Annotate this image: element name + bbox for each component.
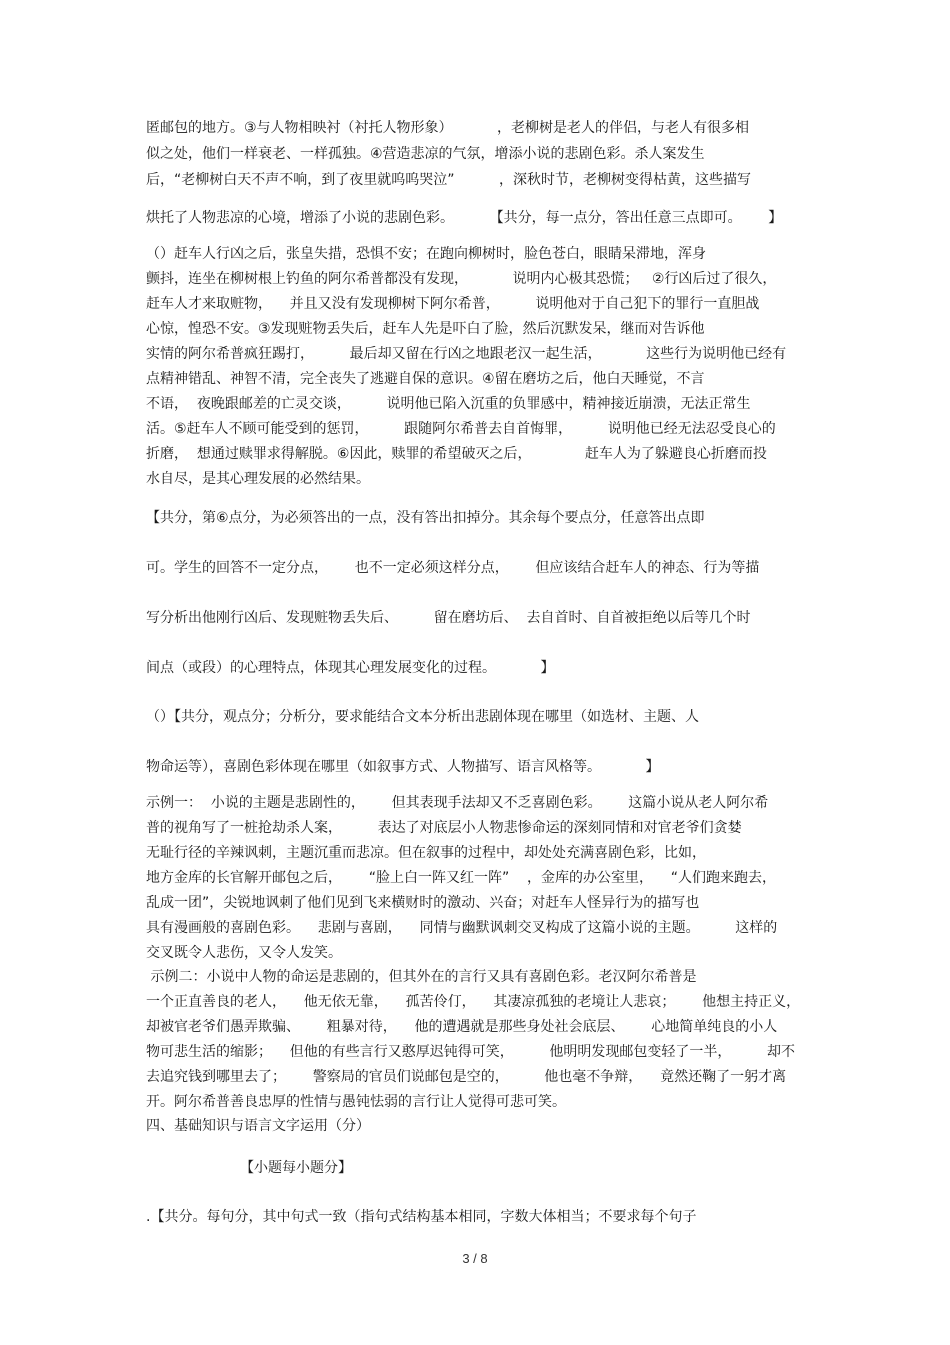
text-line: 物可悲生活的缩影； 但他的有些言行又憨厚迟钝得可笑， 他明明发现邮包变轻了一半， 却不 bbox=[146, 1044, 796, 1060]
text-line: 颤抖，连坐在柳树根上钓鱼的阿尔希普都没有发现， 说明内心极其恐慌； ②行凶后过了很久， bbox=[146, 271, 777, 287]
text-line: 水自尽，是其心理发展的必然结果。 bbox=[146, 471, 370, 487]
text-line: 点精神错乱、神智不清，完全丧失了逃避自保的意识。④留在磨坊之后，他白天睡觉，不言 bbox=[146, 371, 705, 387]
text-line: 乱成一团”，尖锐地讽刺了他们见到飞来横财时的激动、兴奋；对赶车人怪异行为的描写也 bbox=[146, 895, 700, 911]
subheading: 【小题每小题分】 bbox=[240, 1160, 352, 1176]
text-line: 示例二：小说中人物的命运是悲剧的，但其外在的言行又具有喜剧色彩。老汉阿尔希普是 bbox=[146, 969, 697, 985]
text-line: 间点（或段）的心理特点，体现其心理发展变化的过程。 】 bbox=[146, 660, 555, 676]
text-line: 后，“老柳树白天不声不响，到了夜里就呜呜哭泣” ，深秋时节，老柳树变得枯黄，这些描写 bbox=[146, 172, 752, 188]
text-line: 具有漫画般的喜剧色彩。 悲剧与喜剧， 同情与幽默讽刺交叉构成了这篇小说的主题。 这样的 bbox=[146, 920, 778, 936]
text-line: 赶车人才来取赃物， 并且又没有发现柳树下阿尔希普， 说明他对于自己犯下的罪行一直胆战 bbox=[146, 296, 760, 312]
text-line: 折磨， 想通过赎罪求得解脱。⑥因此，赎罪的希望破灭之后， 赶车人为了躲避良心折磨而投 bbox=[146, 446, 767, 462]
text-line: .【共分。每句分，其中句式一致（指句式结构基本相同，字数大体相当；不要求每个句子 bbox=[146, 1209, 697, 1225]
text-line: 匿邮包的地方。③与人物相映衬（衬托人物形象） ，老柳树是老人的伴侣，与老人有很多相 bbox=[146, 120, 750, 136]
text-line: 普的视角写了一桩抢劫杀人案， 表达了对底层小人物悲惨命运的深刻同情和对官老爷们贪婪 bbox=[146, 820, 742, 836]
text-line: 【共分，第⑥点分，为必须答出的一点，没有答出扣掉分。其余每个要点分，任意答出点即 bbox=[146, 510, 705, 526]
text-line: 活。⑤赶车人不顾可能受到的惩罚， 跟随阿尔希普去自首悔罪， 说明他已经无法忍受良心的 bbox=[146, 421, 776, 437]
text-line: （）赶车人行凶之后，张皇失措，恐惧不安；在跑向柳树时，脸色苍白，眼睛呆滞地，浑身 bbox=[146, 246, 706, 262]
text-line: 烘托了人物悲凉的心境，增添了小说的悲剧色彩。 【共分，每一点分，答出任意三点即可。 】 bbox=[146, 210, 783, 226]
text-line: 示例一： 小说的主题是悲剧性的， 但其表现手法却又不乏喜剧色彩。 这篇小说从老人阿尔希 bbox=[146, 795, 769, 811]
section-heading: 四、基础知识与语言文字运用（分） bbox=[146, 1118, 370, 1134]
text-line: 一个正直善良的老人， 他无依无靠， 孤苦伶仃， 其凄凉孤独的老境让人悲哀； 他想主持正义， bbox=[146, 994, 801, 1010]
text-line: 开。阿尔希普善良忠厚的性情与愚钝怯弱的言行让人觉得可悲可笑。 bbox=[146, 1094, 566, 1110]
text-line: 似之处，他们一样衰老、一样孤独。④营造悲凉的气氛，增添小说的悲剧色彩。杀人案发生 bbox=[146, 146, 705, 162]
text-line: 物命运等），喜剧色彩体现在哪里（如叙事方式、人物描写、语言风格等。 】 bbox=[146, 759, 660, 775]
text-line: 写分析出他刚行凶后、发现赃物丢失后、 留在磨坊后、 去自首时、自首被拒绝以后等几个时 bbox=[146, 610, 751, 626]
text-line: 去追究钱到哪里去了； 警察局的官员们说邮包是空的， 他也毫不争辩， 竟然还鞠了一躬才离 bbox=[146, 1069, 787, 1085]
text-line: 不语， 夜晚跟邮差的亡灵交谈， 说明他已陷入沉重的负罪感中，精神接近崩溃，无法正常生 bbox=[146, 396, 751, 412]
text-line: （）【共分，观点分；分析分，要求能结合文本分析出悲剧体现在哪里（如选材、主题、人 bbox=[146, 709, 699, 725]
text-line: 地方金库的长官解开邮包之后， “脸上白一阵又红一阵” ，金库的办公室里， “人们跑来跑去， bbox=[146, 870, 777, 886]
text-line: 交叉既令人悲伤，又令人发笑。 bbox=[146, 945, 342, 961]
page-number: 3 / 8 bbox=[462, 1251, 488, 1266]
text-line: 无耻行径的辛辣讽刺，主题沉重而悲凉。但在叙事的过程中，却处处充满喜剧色彩，比如， bbox=[146, 845, 706, 861]
text-line: 却被官老爷们愚弄欺骗、 粗暴对待， 他的遭遇就是那些身处社会底层、 心地简单纯良的小人 bbox=[146, 1019, 778, 1035]
text-line: 心惊，惶恐不安。③发现赃物丢失后，赶车人先是吓白了脸，然后沉默发呆，继而对告诉他 bbox=[146, 321, 705, 337]
text-line: 可。学生的回答不一定分点， 也不一定必须这样分点， 但应该结合赶车人的神态、行为等描 bbox=[146, 560, 760, 576]
text-line: 实情的阿尔希普疯狂踢打， 最后却又留在行凶之地跟老汉一起生活， 这些行为说明他已经有 bbox=[146, 346, 787, 362]
